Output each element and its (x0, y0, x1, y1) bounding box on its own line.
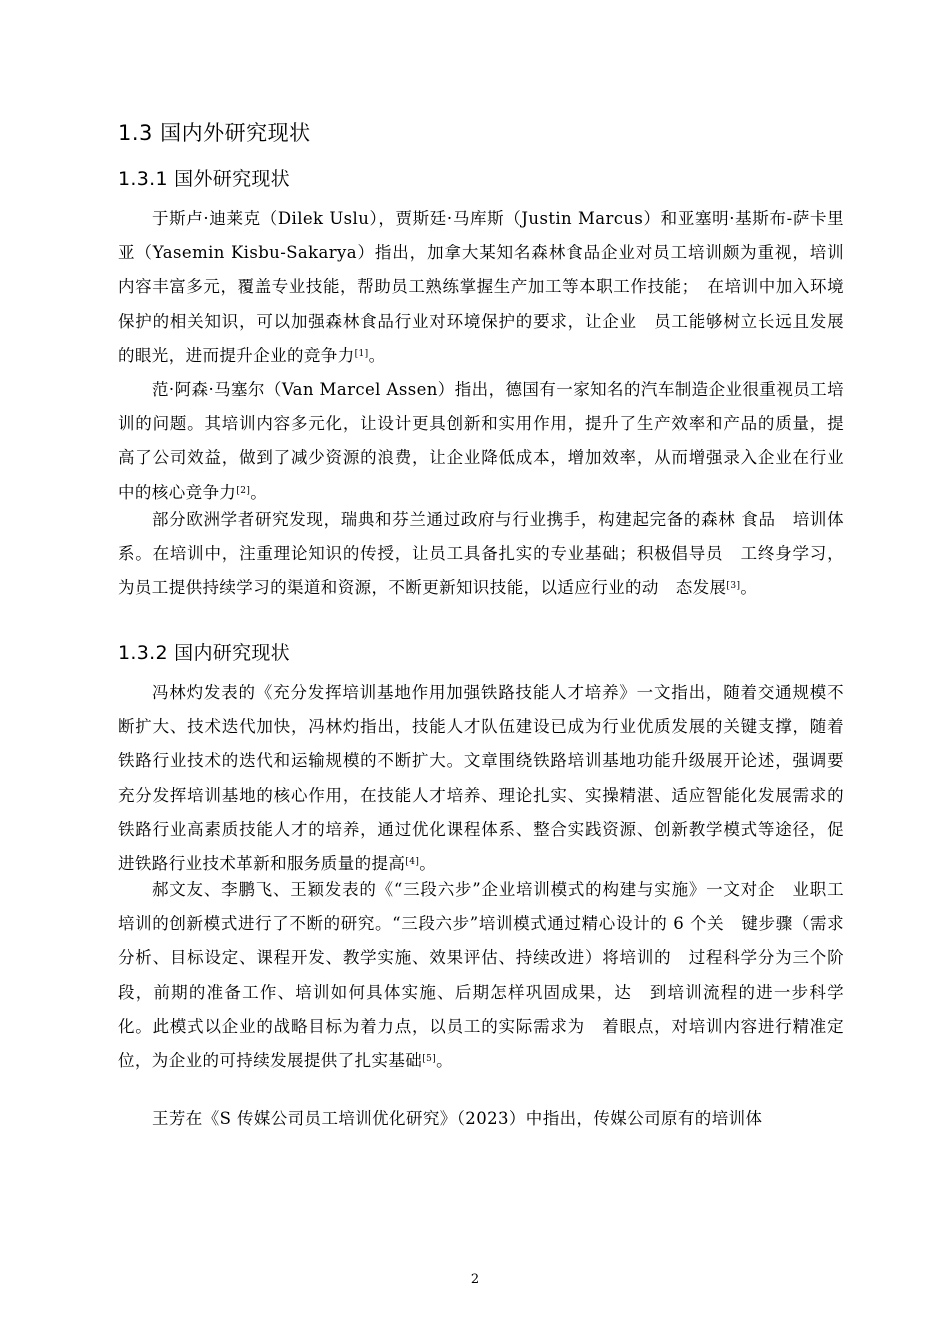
paragraph-foreign-3: 部分欧洲学者研究发现，瑞典和芬兰通过政府与行业携手，构建起完备的森林 食品 培训体系。在培训中，注重理论知识的传授，让员工具备扎实的专业基础；积极倡导员 工终身学习，为员工提供持续学习的渠道和资源，不断更新知识技能，以适应行业的动 态发展[3]。 (118, 510, 844, 598)
citation-ref: [5] (422, 1054, 437, 1065)
subsection-heading-domestic: 1.3.2 国内研究现状 (118, 642, 290, 664)
citation-ref: [1] (354, 348, 369, 359)
paragraph-domestic-2: 郝文友、李鹏飞、王颖发表的《“三段六步”企业培训模式的构建与实施》一文对企 业职工培训的创新模式进行了不断的研究。“三段六步”培训模式通过精心设计的 6 个关 键步骤（需求分析、目标设定、课程开发、教学实施、效果评估、持续改进）将培训的 过程科学分为三个阶段，前期的准备工作、培训如何具体实施、后期怎样巩固成果，达 到培训流程的进一步科学化。此模式以企业的战略目标为着力点，以员工的实际需求为 着眼点，对培训内容进行精准定位，为企业的可持续发展提供了扎实基础[5]。 (118, 880, 844, 1071)
subsection-heading-foreign: 1.3.1 国外研究现状 (118, 168, 290, 190)
paragraph-domestic-3: 王芳在《S 传媒公司员工培训优化研究》（2023）中指出，传媒公司原有的培训体 (152, 1109, 763, 1128)
paragraph-foreign-1: 于斯卢·迪莱克（Dilek Uslu），贾斯廷·马库斯（Justin Marcus）和亚塞明·基斯布-萨卡里亚（Yasemin Kisbu-Sakarya）指出，加拿大某知名森林食品企业对员工培训颇为重视，培训内容丰富多元，覆盖专业技能，帮助员工熟练掌握生产加工等本职工作技能； 在培训中加入环境保护的相关知识，可以加强森林食品行业对环境保护的要求，让企业 员工能够树立长远且发展的眼光，进而提升企业的竞争力[1]。 (118, 209, 844, 365)
citation-ref: [3] (726, 581, 741, 592)
section-heading: 1.3 国内外研究现状 (118, 121, 311, 145)
citation-ref: [2] (236, 485, 251, 496)
citation-ref: [4] (405, 857, 420, 868)
page-number: 2 (470, 1272, 480, 1287)
paragraph-foreign-2: 范·阿森·马塞尔（Van Marcel Assen）指出，德国有一家知名的汽车制造企业很重视员工培训的问题。其培训内容多元化，让设计更具创新和实用作用，提升了生产效率和产品的质量，提高了公司效益，做到了减少资源的浪费，让企业降低成本，增加效率，从而增强录入企业在行业中的核心竞争力[2]。 (118, 380, 844, 502)
paragraph-domestic-1: 冯林灼发表的《充分发挥培训基地作用加强铁路技能人才培养》一文指出，随着交通规模不断扩大、技术迭代加快，冯林灼指出，技能人才队伍建设已成为行业优质发展的关键支撑，随着铁路行业技术的迭代和运输规模的不断扩大。文章围绕铁路培训基地功能升级展开论述，强调要充分发挥培训基地的核心作用，在技能人才培养、理论扎实、实操精湛、适应智能化发展需求的铁路行业高素质技能人才的培养，通过优化课程体系、整合实践资源、创新教学模式等途径，促进铁路行业技术革新和服务质量的提高[4]。 (118, 683, 844, 874)
